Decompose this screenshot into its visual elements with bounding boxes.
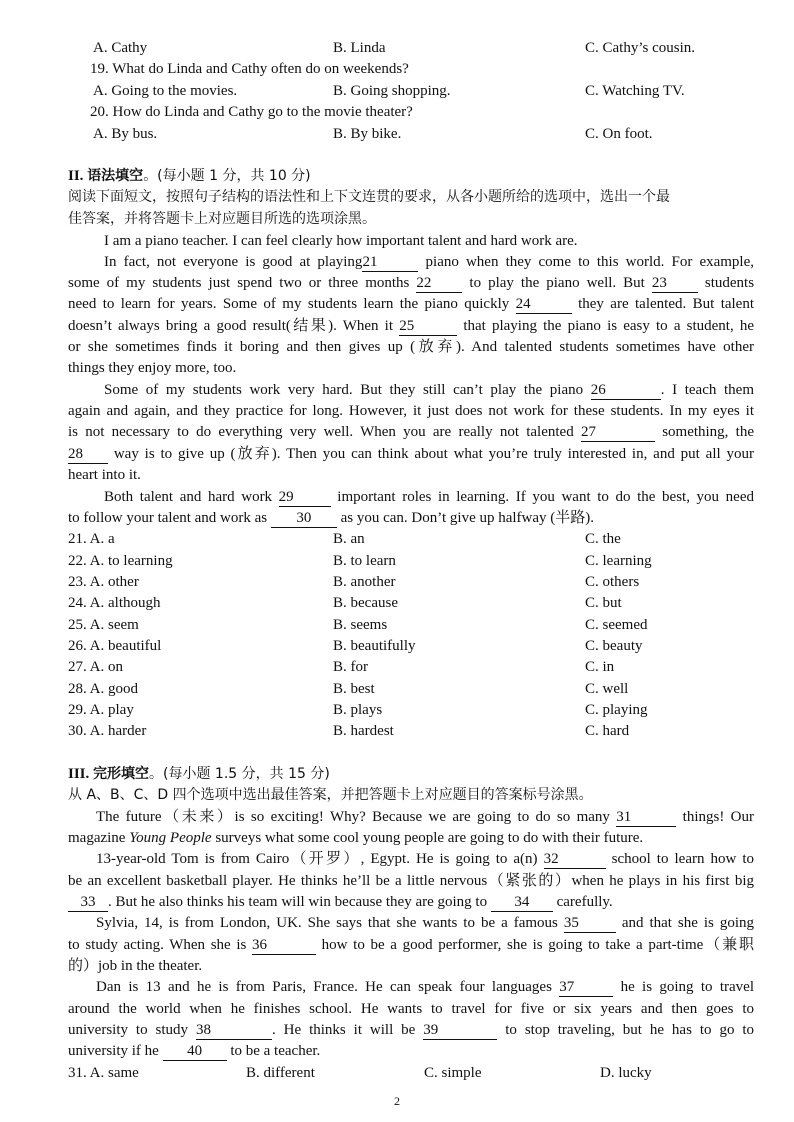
text: Dan is 13 and he is from Paris, France. He can speak four languages — [96, 979, 552, 995]
blank-38: 38 — [196, 1022, 272, 1040]
option-b: B. hardest — [333, 723, 394, 739]
text: The future（未来）is so exciting! Why? Because we are going to do so many — [96, 809, 610, 825]
passage-line — [68, 935, 754, 956]
passage-line — [68, 892, 754, 913]
blank-30: 30 — [271, 510, 337, 528]
blank-29: 29 — [279, 489, 331, 507]
blank-35: 35 — [564, 915, 616, 933]
passage-line — [68, 316, 754, 337]
q18-option-a: A. Cathy — [93, 40, 148, 56]
passage-line — [68, 828, 754, 849]
section-iii-instruction: 从 A、B、C、D 四个选项中选出最佳答案，并把答题卡上对应题目的答案标号涂黑。 — [68, 787, 593, 803]
text: university to study — [68, 1022, 189, 1038]
text: they are talented. But talent — [578, 296, 755, 312]
option-a: 27. A. on — [68, 659, 124, 675]
q19-option-b: B. Going shopping. — [333, 83, 451, 99]
passage-line — [68, 273, 754, 294]
text: to follow your talent and work as — [68, 510, 268, 526]
text: something, the — [662, 424, 754, 440]
text: school to learn how to — [611, 851, 755, 867]
option-b: B. seems — [333, 617, 388, 633]
section-iii-note: 。(每小题 1.5 分，共 15 分) — [149, 766, 330, 782]
page-number: 2 — [394, 1094, 400, 1108]
passage-line: 的）job in the theater. — [68, 958, 203, 974]
blank-33: 33 — [68, 894, 108, 912]
blank-22: 22 — [416, 275, 462, 293]
text: how to be a good performer, she is going to take a part-time（兼职 — [321, 937, 755, 953]
option-a: 29. A. play — [68, 702, 134, 718]
option-c: C. learning — [585, 553, 652, 569]
passage-line: I am a piano teacher. I can feel clearly how important talent and hard work are. — [104, 233, 578, 249]
option-b: B. to learn — [333, 553, 396, 569]
option-c: C. others — [585, 574, 640, 590]
option-b: B. an — [333, 531, 365, 547]
blank-28: 28 — [68, 446, 108, 464]
option-b: B. for — [333, 659, 368, 675]
option-a: 21. A. a — [68, 531, 115, 547]
blank-24: 24 — [516, 296, 572, 314]
passage-line: heart into it. — [68, 467, 141, 483]
option-b: B. because — [333, 595, 398, 611]
text: and that she is going — [621, 915, 755, 931]
q31-option-a: 31. A. same — [68, 1065, 139, 1081]
blank-21: 21 — [362, 254, 418, 272]
passage-line: around the world when he finishes school. He wants to travel for five or six years and then goes to — [68, 1001, 754, 1017]
q20-option-a: A. By bus. — [93, 126, 158, 142]
option-c: C. playing — [585, 702, 648, 718]
text: as you can. Don’t give up halfway (半路). — [340, 510, 595, 526]
q18-option-b: B. Linda — [333, 40, 386, 56]
blank-37: 37 — [559, 979, 613, 997]
blank-36: 36 — [252, 937, 316, 955]
section-ii-number: II. — [68, 168, 88, 184]
option-c: C. but — [585, 595, 622, 611]
text: to play the piano well. But — [469, 275, 645, 291]
blank-34: 34 — [491, 894, 553, 912]
passage-line — [68, 422, 754, 443]
text: 13-year-old Tom is from Cairo（开罗）, Egypt. He is going to a(n) — [96, 851, 538, 867]
section-ii-note: 。(每小题 1 分，共 10 分) — [143, 168, 311, 184]
text: important roles in learning. If you want to do the best, you need — [337, 489, 754, 505]
option-c: C. well — [585, 681, 629, 697]
text: carefully. — [556, 894, 613, 910]
blank-25: 25 — [399, 318, 457, 336]
passage-line — [68, 444, 754, 465]
text: need to learn for years. Some of my students learn the piano quickly — [68, 296, 510, 312]
option-c: C. in — [585, 659, 615, 675]
question-20: 20. How do Linda and Cathy go to the movie theater? — [90, 104, 413, 120]
blank-40: 40 — [163, 1043, 227, 1061]
option-a: 25. A. seem — [68, 617, 139, 633]
text: to stop traveling, but he has to go to — [505, 1022, 755, 1038]
q18-option-c: C. Cathy’s cousin. — [585, 40, 696, 56]
q31-option-d: D. lucky — [600, 1065, 652, 1081]
text: Both talent and hard work — [104, 489, 273, 505]
text: that playing the piano is easy to a student, he — [463, 318, 755, 334]
blank-27: 27 — [581, 424, 655, 442]
q19-option-a: A. Going to the movies. — [93, 83, 238, 99]
q20-option-b: B. By bike. — [333, 126, 402, 142]
blank-23: 23 — [652, 275, 698, 293]
text: magazine — [68, 830, 130, 846]
passage-line — [68, 1020, 754, 1041]
option-c: C. hard — [585, 723, 630, 739]
option-b: B. another — [333, 574, 396, 590]
option-b: B. beautifully — [333, 638, 416, 654]
option-a: 26. A. beautiful — [68, 638, 162, 654]
passage-line — [104, 380, 754, 401]
text: In fact, not everyone is good at playing — [104, 254, 363, 270]
option-c: C. seemed — [585, 617, 648, 633]
option-c: C. beauty — [585, 638, 643, 654]
text: he is going to travel — [620, 979, 754, 995]
text: to study acting. When she is — [68, 937, 247, 953]
text: . But he also thinks his team will win because they are going to — [108, 894, 488, 910]
option-a: 30. A. harder — [68, 723, 147, 739]
option-b: B. plays — [333, 702, 383, 718]
text: way is to give up (放弃). Then you can think about what you’re truly interested in, and put all your — [113, 446, 754, 462]
text: to be a teacher. — [230, 1043, 321, 1059]
passage-line — [68, 294, 754, 315]
section-ii-instruction-2: 佳答案，并将答题卡上对应题目所选的选项涂黑。 — [68, 211, 376, 227]
passage-line — [68, 508, 754, 529]
text: Some of my students work very hard. But they still can’t play the piano — [104, 382, 584, 398]
text: . He thinks it will be — [271, 1022, 416, 1038]
blank-31: 31 — [616, 809, 676, 827]
text: some of my students just spend two or three months — [68, 275, 410, 291]
text: piano when they come to this world. For example, — [425, 254, 755, 270]
section-iii-title: 完形填空 — [93, 766, 150, 782]
section-ii-heading — [68, 166, 754, 187]
q31-option-b: B. different — [246, 1065, 315, 1081]
passage-line — [96, 807, 754, 828]
text: university if he — [68, 1043, 159, 1059]
q20-option-c: C. On foot. — [585, 126, 653, 142]
section-iii-heading — [68, 764, 754, 785]
passage-line — [96, 913, 754, 934]
passage-line: be an excellent basketball player. He thinks he’ll be a little nervous（紧张的）when he plays in his first big — [68, 873, 754, 889]
text: students — [704, 275, 755, 291]
text: doesn’t always bring a good result(结果). When it — [68, 318, 394, 334]
text: Sylvia, 14, is from London, UK. She says that she wants to be a famous — [96, 915, 558, 931]
option-b: B. best — [333, 681, 375, 697]
text: things! Our — [682, 809, 755, 825]
q19-option-c: C. Watching TV. — [585, 83, 685, 99]
passage-line — [96, 849, 754, 870]
option-a: 28. A. good — [68, 681, 139, 697]
text: is not necessary to do everything very well. When you are really not talented — [68, 424, 574, 440]
passage-line — [104, 252, 754, 273]
option-a: 22. A. to learning — [68, 553, 173, 569]
q31-option-c: C. simple — [424, 1065, 482, 1081]
magazine-title: Young People — [129, 830, 212, 846]
blank-26: 26 — [591, 382, 661, 400]
passage-line — [104, 487, 754, 508]
passage-line — [68, 1041, 754, 1062]
passage-line — [96, 977, 754, 998]
option-c: C. the — [585, 531, 621, 547]
passage-line: things they enjoy more, too. — [68, 360, 237, 376]
section-iii-number: III. — [68, 766, 94, 782]
blank-32: 32 — [544, 851, 606, 869]
section-ii-title: 语法填空 — [87, 168, 144, 184]
section-ii-instruction-1: 阅读下面短文，按照句子结构的语法性和上下文连贯的要求，从各小题所给的选项中，选出一个最 — [68, 189, 670, 205]
question-19: 19. What do Linda and Cathy often do on weekends? — [90, 61, 409, 77]
text: surveys what some cool young people are going to do with their future. — [211, 830, 644, 846]
option-a: 23. A. other — [68, 574, 139, 590]
passage-line: or she sometimes finds it boring and then gives up (放弃). And talented students sometimes have other — [68, 339, 754, 355]
passage-line: again and again, and they practice for long. However, it just does not work for these students. In my eyes it — [68, 403, 754, 419]
blank-39: 39 — [423, 1022, 497, 1040]
text: . I teach them — [660, 382, 754, 398]
option-a: 24. A. although — [68, 595, 161, 611]
